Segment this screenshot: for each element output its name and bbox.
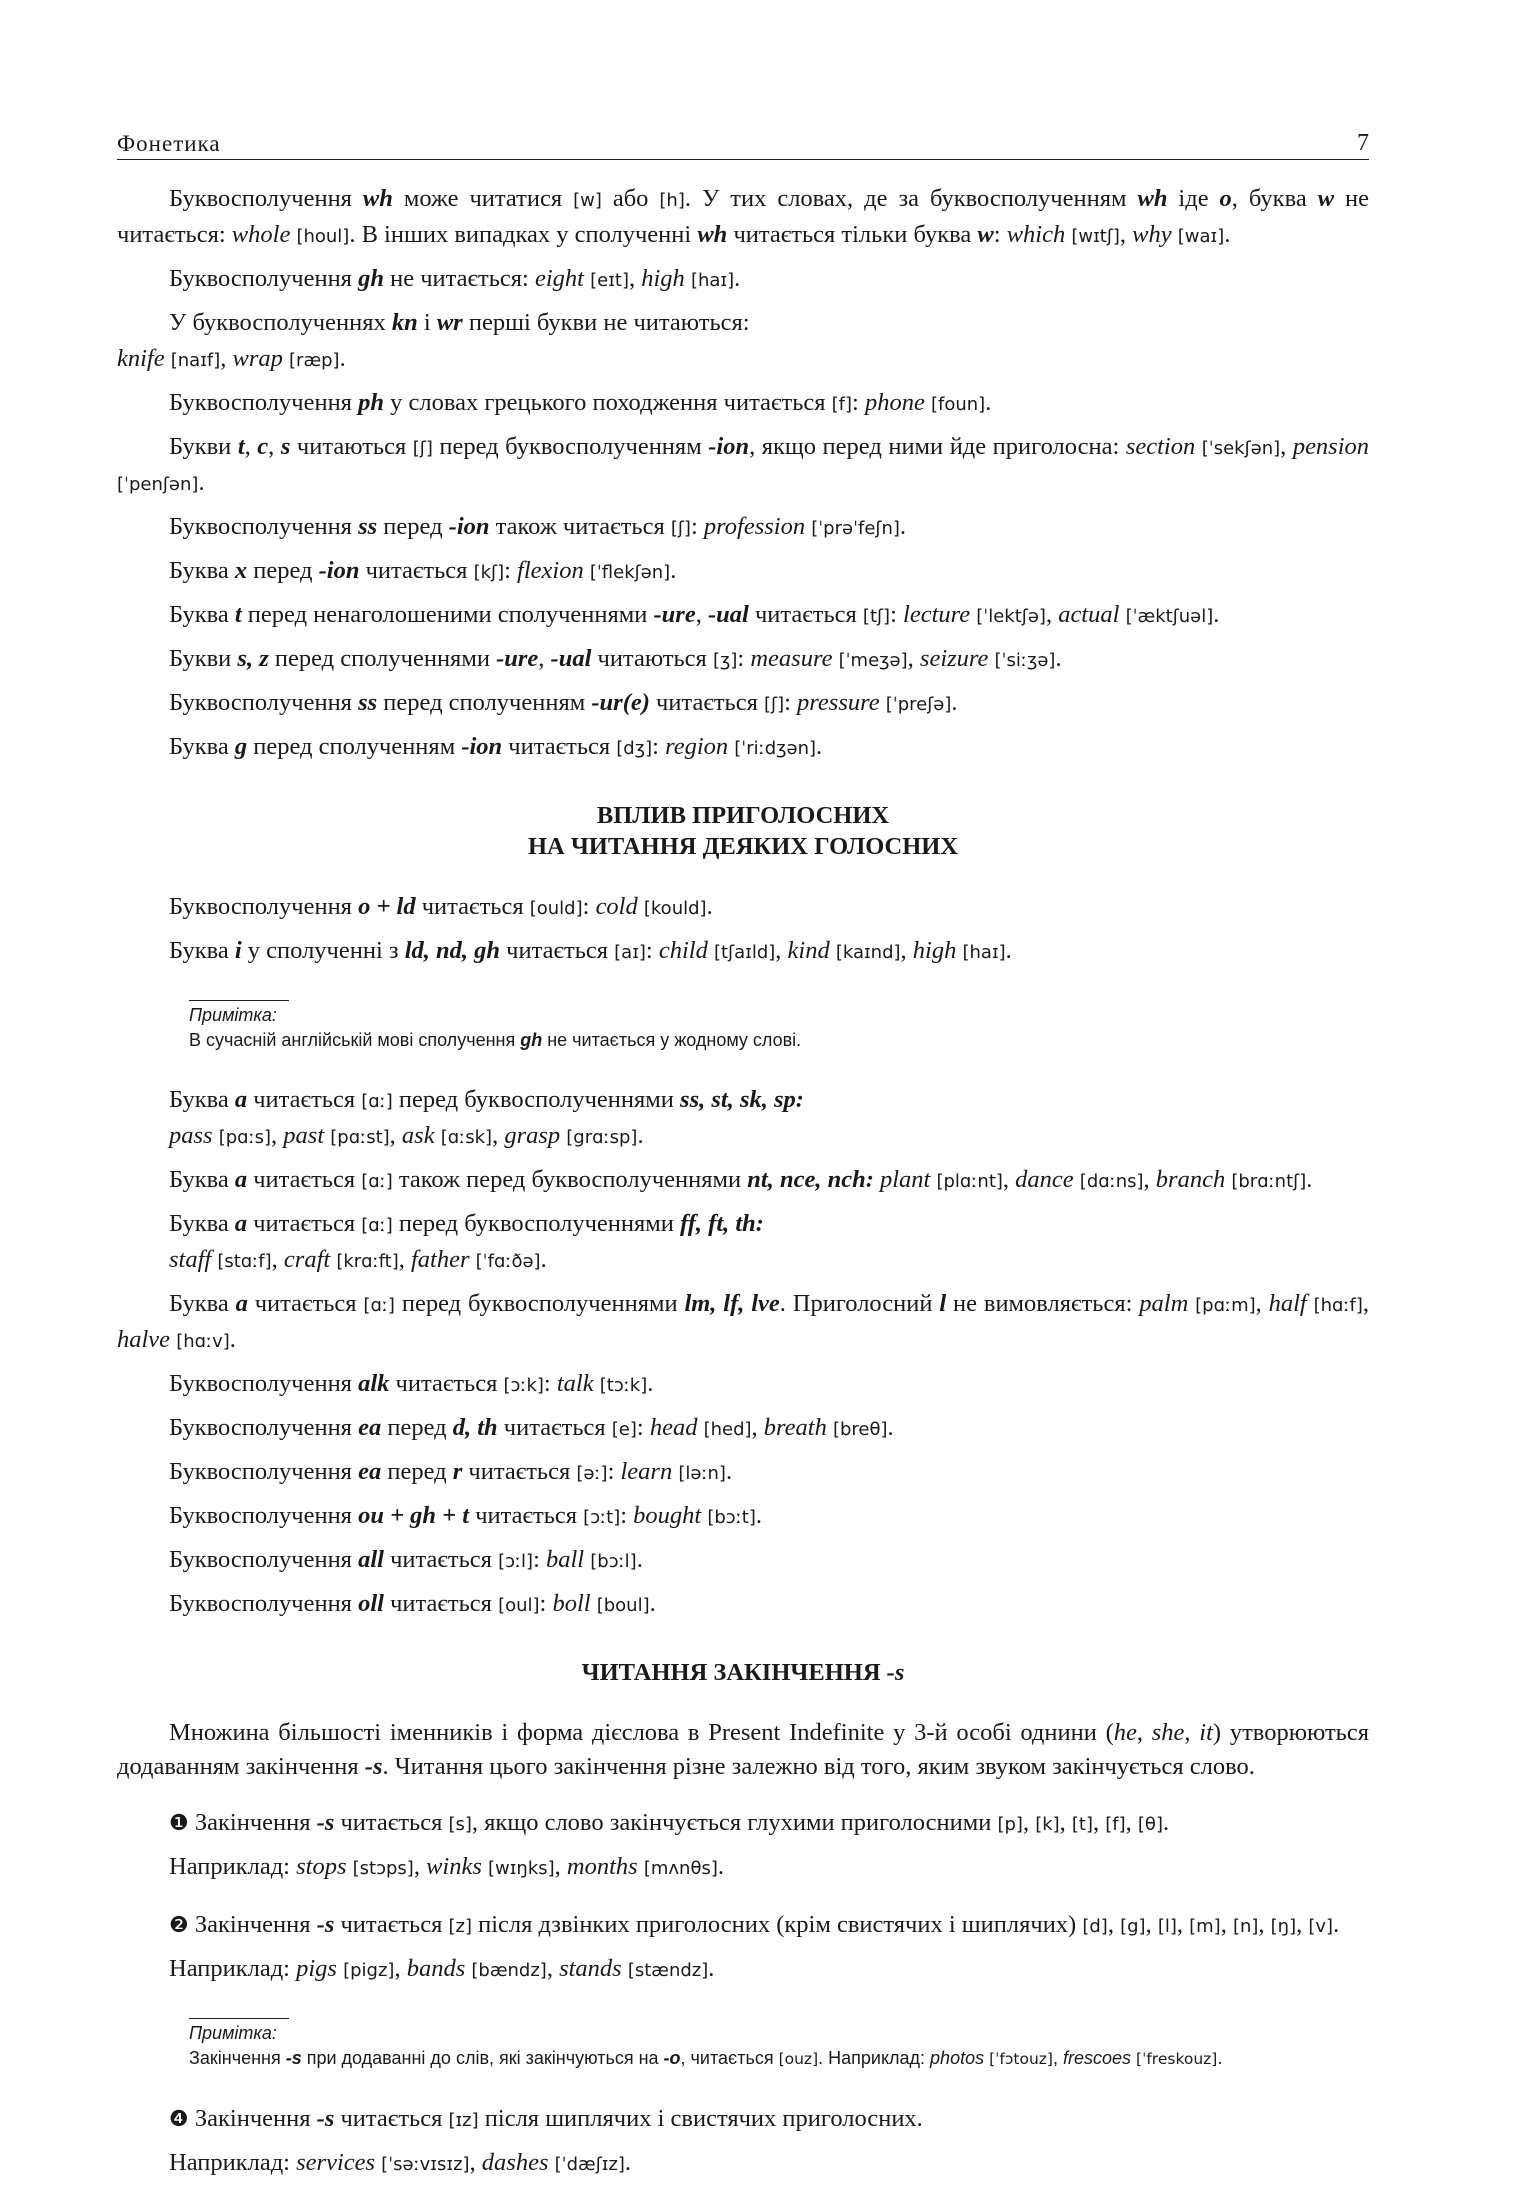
paragraph: Буква g перед сполученням -ion читається [dʒ]: region [ˈriːdʒən]. bbox=[169, 733, 823, 760]
page-number: 7 bbox=[1357, 130, 1369, 156]
example-line: knife [naɪf], wrap [ræp]. bbox=[117, 345, 346, 372]
header-title: Фонетика bbox=[117, 131, 221, 156]
note-rule bbox=[189, 1000, 289, 1001]
paragraph: Множина більшості іменників і форма дієслова в Present Indefinite у 3-й особі однини (he, she, it) утворюються додаванням закінчення -s. Читання цього закінчення різне залежно від того, яким звуком закінчується слово. bbox=[117, 1719, 1369, 1780]
note bbox=[189, 2018, 1369, 2072]
paragraph: Буква x перед -ion читається [kʃ]: flexion [ˈflekʃən]. bbox=[169, 557, 677, 584]
note-label: Примітка: bbox=[189, 2023, 277, 2043]
section-heading: ЧИТАННЯ ЗАКІНЧЕННЯ -s bbox=[581, 1659, 905, 1686]
note-text: В сучасній англійській мові сполучення gh не читається у жодному слові. bbox=[189, 1030, 802, 1050]
example-line: staff [stɑːf], craft [krɑːft], father [ˈfɑːðə]. bbox=[169, 1246, 547, 1273]
paragraph: Буква i у сполученні з ld, nd, gh читається [aɪ]: child [tʃaɪld], kind [kaɪnd], high [haɪ]. bbox=[169, 937, 1012, 964]
page bbox=[117, 130, 1369, 2190]
paragraph: Буква a читається [ɑː] перед буквосполученнями ff, ft, th: bbox=[169, 1210, 764, 1237]
paragraph: Буквосполучення wh може читатися [w] або [h]. У тих словах, де за буквосполученням wh іде o, буква w не читається: whole [houl]. В інших випадках у сполученні wh читається тільки буква w: which [wɪtʃ], why [waɪ]. bbox=[117, 185, 1369, 248]
paragraph: ❹ Закінчення -s читається [ɪz] після шиплячих і свистячих приголосних. bbox=[169, 2105, 923, 2132]
paragraph: Буква t перед ненаголошеними сполученнями -ure, -ual читається [tʃ]: lecture [ˈlektʃə], actual [ˈæktʃuəl]. bbox=[169, 601, 1220, 628]
example-line: Наприклад: services [ˈsəːvɪsɪz], dashes [ˈdæʃɪz]. bbox=[169, 2149, 632, 2176]
paragraph: Букви s, z перед сполученнями -ure, -ual читаються [ʒ]: measure [ˈmeʒə], seizure [ˈsiːʒə]. bbox=[169, 645, 1062, 672]
paragraph: Буквосполучення ss перед сполученням -ur(e) читається [ʃ]: pressure [ˈpreʃə]. bbox=[169, 689, 958, 716]
note-rule bbox=[189, 2018, 289, 2019]
section-heading bbox=[117, 800, 1369, 862]
note bbox=[189, 1000, 1369, 1053]
paragraph: Буквосполучення ph у словах грецького походження читається [f]: phone [foun]. bbox=[169, 389, 992, 416]
example-line: pass [pɑːs], past [pɑːst], ask [ɑːsk], grasp [grɑːsp]. bbox=[169, 1122, 644, 1149]
paragraph: Буквосполучення o + ld читається [ould]: cold [kould]. bbox=[169, 893, 713, 920]
paragraph: Буквосполучення alk читається [ɔːk]: talk [tɔːk]. bbox=[169, 1370, 654, 1397]
note-label: Примітка: bbox=[189, 1005, 277, 1025]
page-content bbox=[117, 182, 1369, 2182]
paragraph: Буквосполучення ea перед r читається [əː]: learn [ləːn]. bbox=[169, 1458, 733, 1485]
paragraph: Буква a читається [ɑː] перед буквосполученнями lm, lf, lve. Приголосний l не вимовляється: palm [pɑːm], half [hɑːf], halve [hɑːv]. bbox=[117, 1290, 1369, 1353]
paragraph: У буквосполученнях kn і wr перші букви не читаються: bbox=[169, 309, 750, 336]
running-header bbox=[117, 130, 1369, 160]
paragraph: Буквосполучення oll читається [oul]: boll [boul]. bbox=[169, 1590, 656, 1617]
example-line: Наприклад: stops [stɔps], winks [wɪŋks], months [mʌnθs]. bbox=[169, 1853, 724, 1880]
paragraph: Буквосполучення ss перед -ion також читається [ʃ]: profession [ˈprəˈfeʃn]. bbox=[169, 513, 907, 540]
paragraph: Буквосполучення ea перед d, th читається [e]: head [hed], breath [breθ]. bbox=[169, 1414, 894, 1441]
section-heading-line: НА ЧИТАННЯ ДЕЯКИХ ГОЛОСНИХ bbox=[527, 833, 959, 860]
paragraph: Буква a читається [ɑː] також перед буквосполученнями nt, nce, nch: plant [plɑːnt], dance [dɑːns], branch [brɑːntʃ]. bbox=[169, 1166, 1313, 1193]
paragraph: Буква a читається [ɑː] перед буквосполученнями ss, st, sk, sp: bbox=[169, 1086, 804, 1113]
paragraph: Буквосполучення ou + gh + t читається [ɔːt]: bought [bɔːt]. bbox=[169, 1502, 762, 1529]
paragraph: ❶ Закінчення -s читається [s], якщо слово закінчується глухими приголосними [p], [k], [t], [f], [θ]. bbox=[169, 1809, 1170, 1836]
paragraph: Буквосполучення gh не читається: eight [eɪt], high [haɪ]. bbox=[169, 265, 741, 292]
note-text: Закінчення -s при додаванні до слів, які закінчуються на -o, читається [ouz]. Наприклад: photos [ˈfɔtouz], frescoes [ˈfreskouz]. bbox=[189, 2048, 1223, 2068]
paragraph: ❷ Закінчення -s читається [z] після дзвінких приголосних (крім свистячих і шиплячих) [d], [g], [l], [m], [n], [ŋ], [v]. bbox=[169, 1911, 1340, 1938]
paragraph: Буквосполучення all читається [ɔːl]: ball [bɔːl]. bbox=[169, 1546, 643, 1573]
section-heading-line: ВПЛИВ ПРИГОЛОСНИХ bbox=[596, 802, 890, 829]
paragraph: Букви t, c, s читаються [ʃ] перед буквосполученням -ion, якщо перед ними йде приголосна: section [ˈsekʃən], pension [ˈpenʃən]. bbox=[117, 433, 1370, 496]
example-line: Наприклад: pigs [pigz], bands [bændz], stands [stændz]. bbox=[169, 1955, 715, 1982]
